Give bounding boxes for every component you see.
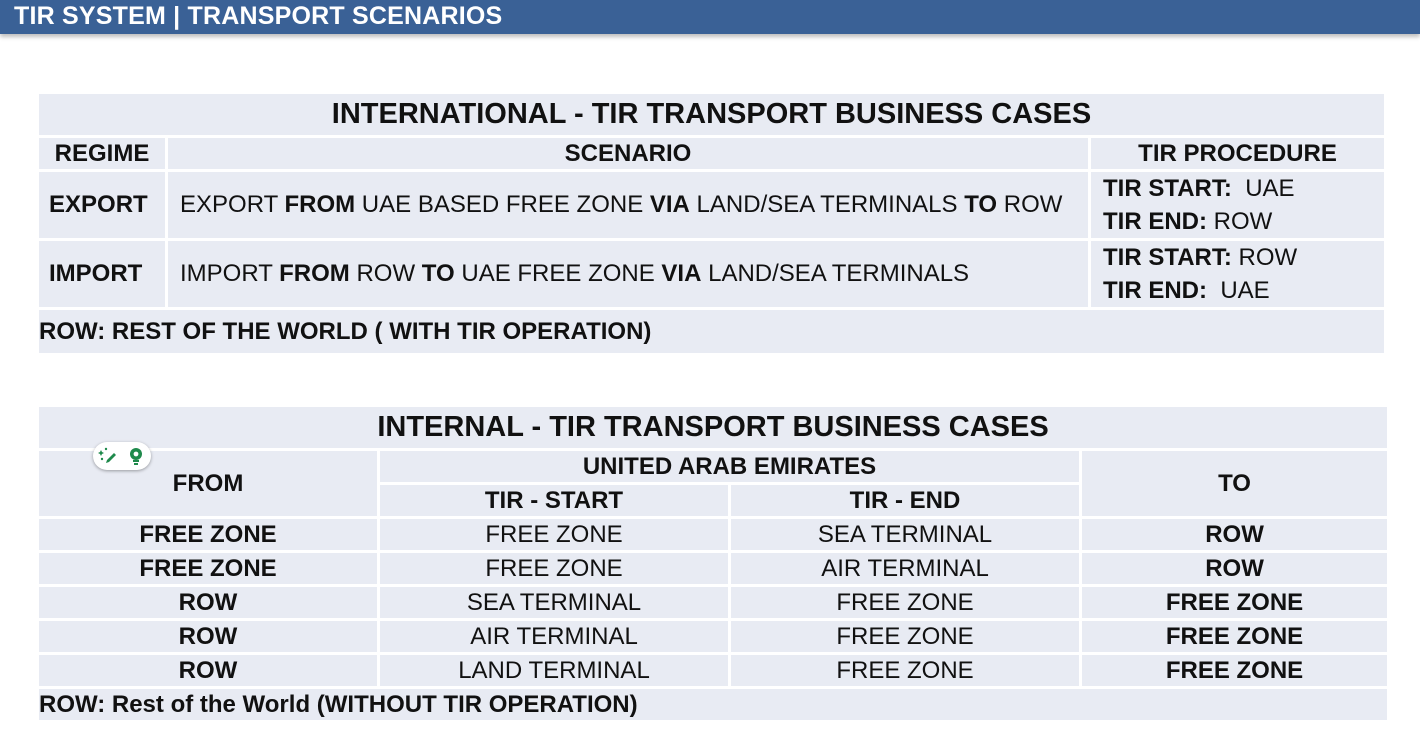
tir-end-cell: SEA TERMINAL: [731, 519, 1079, 550]
tir-start-value: ROW: [1238, 244, 1298, 271]
from-cell: ROW: [39, 587, 377, 618]
table-row: [39, 587, 1387, 618]
tir-procedure-cell: [1091, 241, 1384, 307]
from-cell: ROW: [39, 655, 377, 686]
international-table-title: INTERNATIONAL - TIR TRANSPORT BUSINESS CASES: [39, 94, 1384, 135]
tir-end-cell: AIR TERMINAL: [731, 553, 1079, 584]
scenario-keyword: VIA: [649, 191, 690, 218]
tir-end-cell: FREE ZONE: [731, 621, 1079, 652]
tir-start-cell: FREE ZONE: [380, 553, 728, 584]
table-row: [39, 621, 1387, 652]
tir-start-cell: FREE ZONE: [380, 519, 728, 550]
international-footnote: ROW: REST OF THE WORLD ( WITH TIR OPERATION): [39, 310, 1384, 353]
scenario-cell: [168, 172, 1088, 238]
from-cell: FREE ZONE: [39, 519, 377, 550]
tir-start-cell: LAND TERMINAL: [380, 655, 728, 686]
to-cell: FREE ZONE: [1082, 655, 1387, 686]
tir-start-line: [1103, 241, 1384, 274]
tir-start-cell: AIR TERMINAL: [380, 621, 728, 652]
regime-cell: EXPORT: [39, 172, 165, 238]
header-tir-end: TIR - END: [731, 485, 1079, 516]
tir-start-label: TIR START:: [1103, 175, 1232, 202]
ai-designer-badge[interactable]: [93, 442, 151, 470]
header-scenario: SCENARIO: [168, 138, 1088, 169]
page-title: TIR SYSTEM | TRANSPORT SCENARIOS: [14, 2, 503, 30]
tir-start-value: UAE: [1245, 175, 1295, 202]
header-to: TO: [1082, 451, 1387, 516]
scenario-keyword: FROM: [279, 260, 350, 287]
internal-table: [36, 404, 1390, 723]
scenario-segment: LAND/SEA TERMINALS: [701, 260, 970, 287]
to-cell: FREE ZONE: [1082, 587, 1387, 618]
scenario-segment: UAE FREE ZONE: [454, 260, 662, 287]
table-row: [39, 519, 1387, 550]
header-tir-procedure: TIR PROCEDURE: [1091, 138, 1384, 169]
sparkle-pencil-icon[interactable]: [98, 446, 120, 466]
lightbulb-icon[interactable]: [126, 446, 146, 466]
regime-cell: IMPORT: [39, 241, 165, 307]
table-row: [39, 655, 1387, 686]
from-cell: FREE ZONE: [39, 553, 377, 584]
header-united-arab-emirates: UNITED ARAB EMIRATES: [380, 451, 1079, 482]
tir-end-cell: FREE ZONE: [731, 587, 1079, 618]
from-cell: ROW: [39, 621, 377, 652]
tir-end-label: TIR END:: [1103, 277, 1207, 304]
to-cell: ROW: [1082, 553, 1387, 584]
scenario-segment: LAND/SEA TERMINALS: [689, 191, 965, 218]
scenario-cell: [168, 241, 1088, 307]
tir-start-line: [1103, 172, 1384, 205]
tir-end-line: [1103, 274, 1384, 307]
internal-footnote: ROW: Rest of the World (WITHOUT TIR OPERATION): [39, 689, 1387, 720]
scenario-segment: ROW: [997, 191, 1063, 218]
scenario-keyword: FROM: [284, 191, 356, 218]
internal-table-title: INTERNAL - TIR TRANSPORT BUSINESS CASES: [39, 407, 1387, 448]
tir-end-label: TIR END:: [1103, 208, 1207, 235]
scenario-keyword: TO: [421, 260, 455, 287]
international-table: [36, 91, 1387, 356]
tir-end-cell: FREE ZONE: [731, 655, 1079, 686]
header-from: FROM: [39, 451, 377, 516]
scenario-keyword: TO: [964, 191, 998, 218]
to-cell: FREE ZONE: [1082, 621, 1387, 652]
scenario-segment: UAE BASED FREE ZONE: [355, 191, 650, 218]
title-bar: [0, 0, 1420, 34]
to-cell: ROW: [1082, 519, 1387, 550]
scenario-text: [180, 191, 1062, 218]
table-row: [39, 553, 1387, 584]
tir-start-label: TIR START:: [1103, 244, 1232, 271]
tir-start-cell: SEA TERMINAL: [380, 587, 728, 618]
tir-end-value: UAE: [1220, 277, 1270, 304]
header-tir-start: TIR - START: [380, 485, 728, 516]
scenario-segment: IMPORT: [180, 260, 280, 287]
tir-end-value: ROW: [1213, 208, 1273, 235]
tir-end-line: [1103, 205, 1384, 238]
header-regime: REGIME: [39, 138, 165, 169]
tir-procedure-cell: [1091, 172, 1384, 238]
scenario-segment: EXPORT: [180, 191, 285, 218]
scenario-text: [180, 260, 969, 287]
scenario-keyword: VIA: [661, 260, 702, 287]
scenario-segment: ROW: [349, 260, 422, 287]
